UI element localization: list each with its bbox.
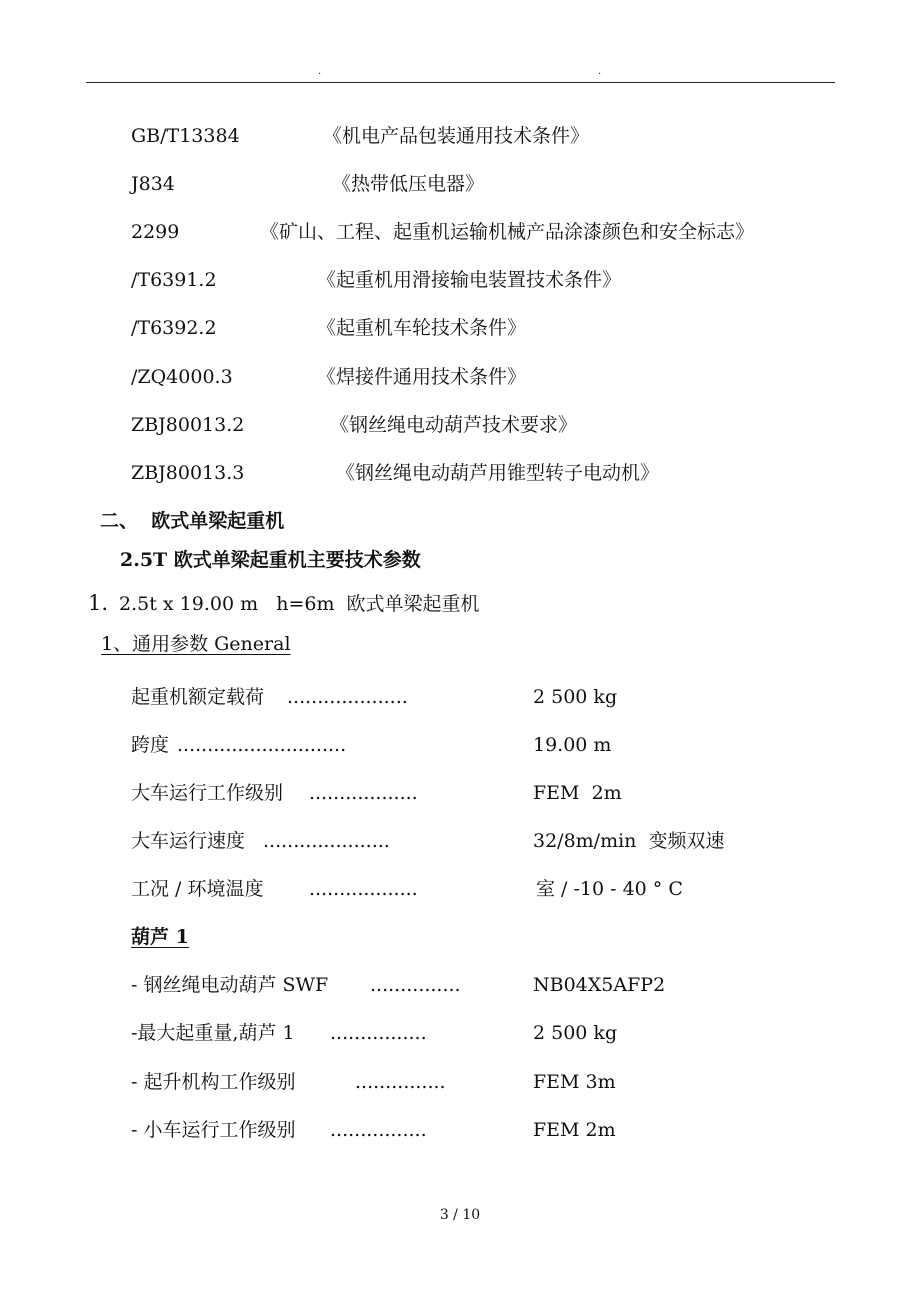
standard-title: 《钢丝绳电动葫芦技术要求》 <box>330 414 578 436</box>
standard-code: GB/T13384 <box>131 125 240 147</box>
hoist-title: 葫芦 1 <box>131 926 189 948</box>
hoist-param-value: NB04X5AFP2 <box>533 974 666 996</box>
general-params-title: 1、通用参数 General <box>101 633 291 655</box>
hoist-param-label: -最大起重量,葫芦 1 <box>131 1022 295 1044</box>
standard-code: /ZQ4000.3 <box>131 366 233 388</box>
standard-title: 《起重机车轮技术条件》 <box>317 317 527 339</box>
page-number: 3 / 10 <box>439 1207 481 1223</box>
hoist-param-dots: ............... <box>370 974 461 996</box>
param-dots: .................. <box>309 878 418 900</box>
hoist-param-value: FEM 3m <box>533 1071 616 1093</box>
header-rule <box>86 82 835 83</box>
param-label: 起重机额定载荷 <box>131 686 265 708</box>
param-dots: .................... <box>287 686 408 708</box>
param-label: 大车运行工作级别 <box>131 782 284 804</box>
standard-title: 《热带低压电器》 <box>332 173 485 195</box>
hoist-param-label: - 钢丝绳电动葫芦 SWF <box>131 974 341 996</box>
standard-title: 《矿山、工程、起重机运输机械产品涂漆颜色和安全标志》 <box>260 221 755 243</box>
section-subheading: 2.5T 欧式单梁起重机主要技术参数 <box>120 549 421 571</box>
standard-title: 《焊接件通用技术条件》 <box>317 366 527 388</box>
header-dot-right: . <box>598 66 602 77</box>
param-value: 19.00 m <box>533 734 612 756</box>
param-value: 室 / -10 - 40 ° C <box>536 878 683 900</box>
hoist-param-dots: ............... <box>355 1071 446 1093</box>
standard-title: 《机电产品包装通用技术条件》 <box>323 125 590 147</box>
param-label: 工况 / 环境温度 <box>131 878 270 900</box>
standard-code: 2299 <box>131 221 180 243</box>
item-text: 2.5t x 19.00 m h=6m 欧式单梁起重机 <box>119 593 480 615</box>
header-dot-left: . <box>318 66 322 77</box>
standard-code: ZBJ80013.3 <box>131 462 245 484</box>
hoist-param-dots: ................ <box>330 1022 427 1044</box>
param-label: 大车运行速度 <box>131 830 246 852</box>
standard-title: 《起重机用滑接输电装置技术条件》 <box>317 269 622 291</box>
section-heading: 二、 欧式单梁起重机 <box>100 510 285 532</box>
param-dots: ............................ <box>177 734 347 756</box>
standard-code: J834 <box>131 173 175 195</box>
standard-code: ZBJ80013.2 <box>131 414 245 436</box>
param-label: 跨度 <box>131 734 170 756</box>
param-value: FEM 2m <box>533 782 622 804</box>
standard-code: /T6391.2 <box>131 269 217 291</box>
param-dots: ..................... <box>263 830 390 852</box>
hoist-param-dots: ................ <box>330 1119 427 1141</box>
standard-title: 《钢丝绳电动葫芦用锥型转子电动机》 <box>336 462 660 484</box>
param-dots: .................. <box>309 782 418 804</box>
param-value: 32/8m/min 变频双速 <box>533 830 725 852</box>
hoist-param-value: 2 500 kg <box>533 1022 618 1044</box>
standard-code: /T6392.2 <box>131 317 217 339</box>
param-value: 2 500 kg <box>533 686 618 708</box>
hoist-param-value: FEM 2m <box>533 1119 616 1141</box>
hoist-param-label: - 小车运行工作级别 <box>131 1119 296 1141</box>
item-number: 1. <box>88 591 109 615</box>
hoist-param-label: - 起升机构工作级别 <box>131 1071 308 1093</box>
